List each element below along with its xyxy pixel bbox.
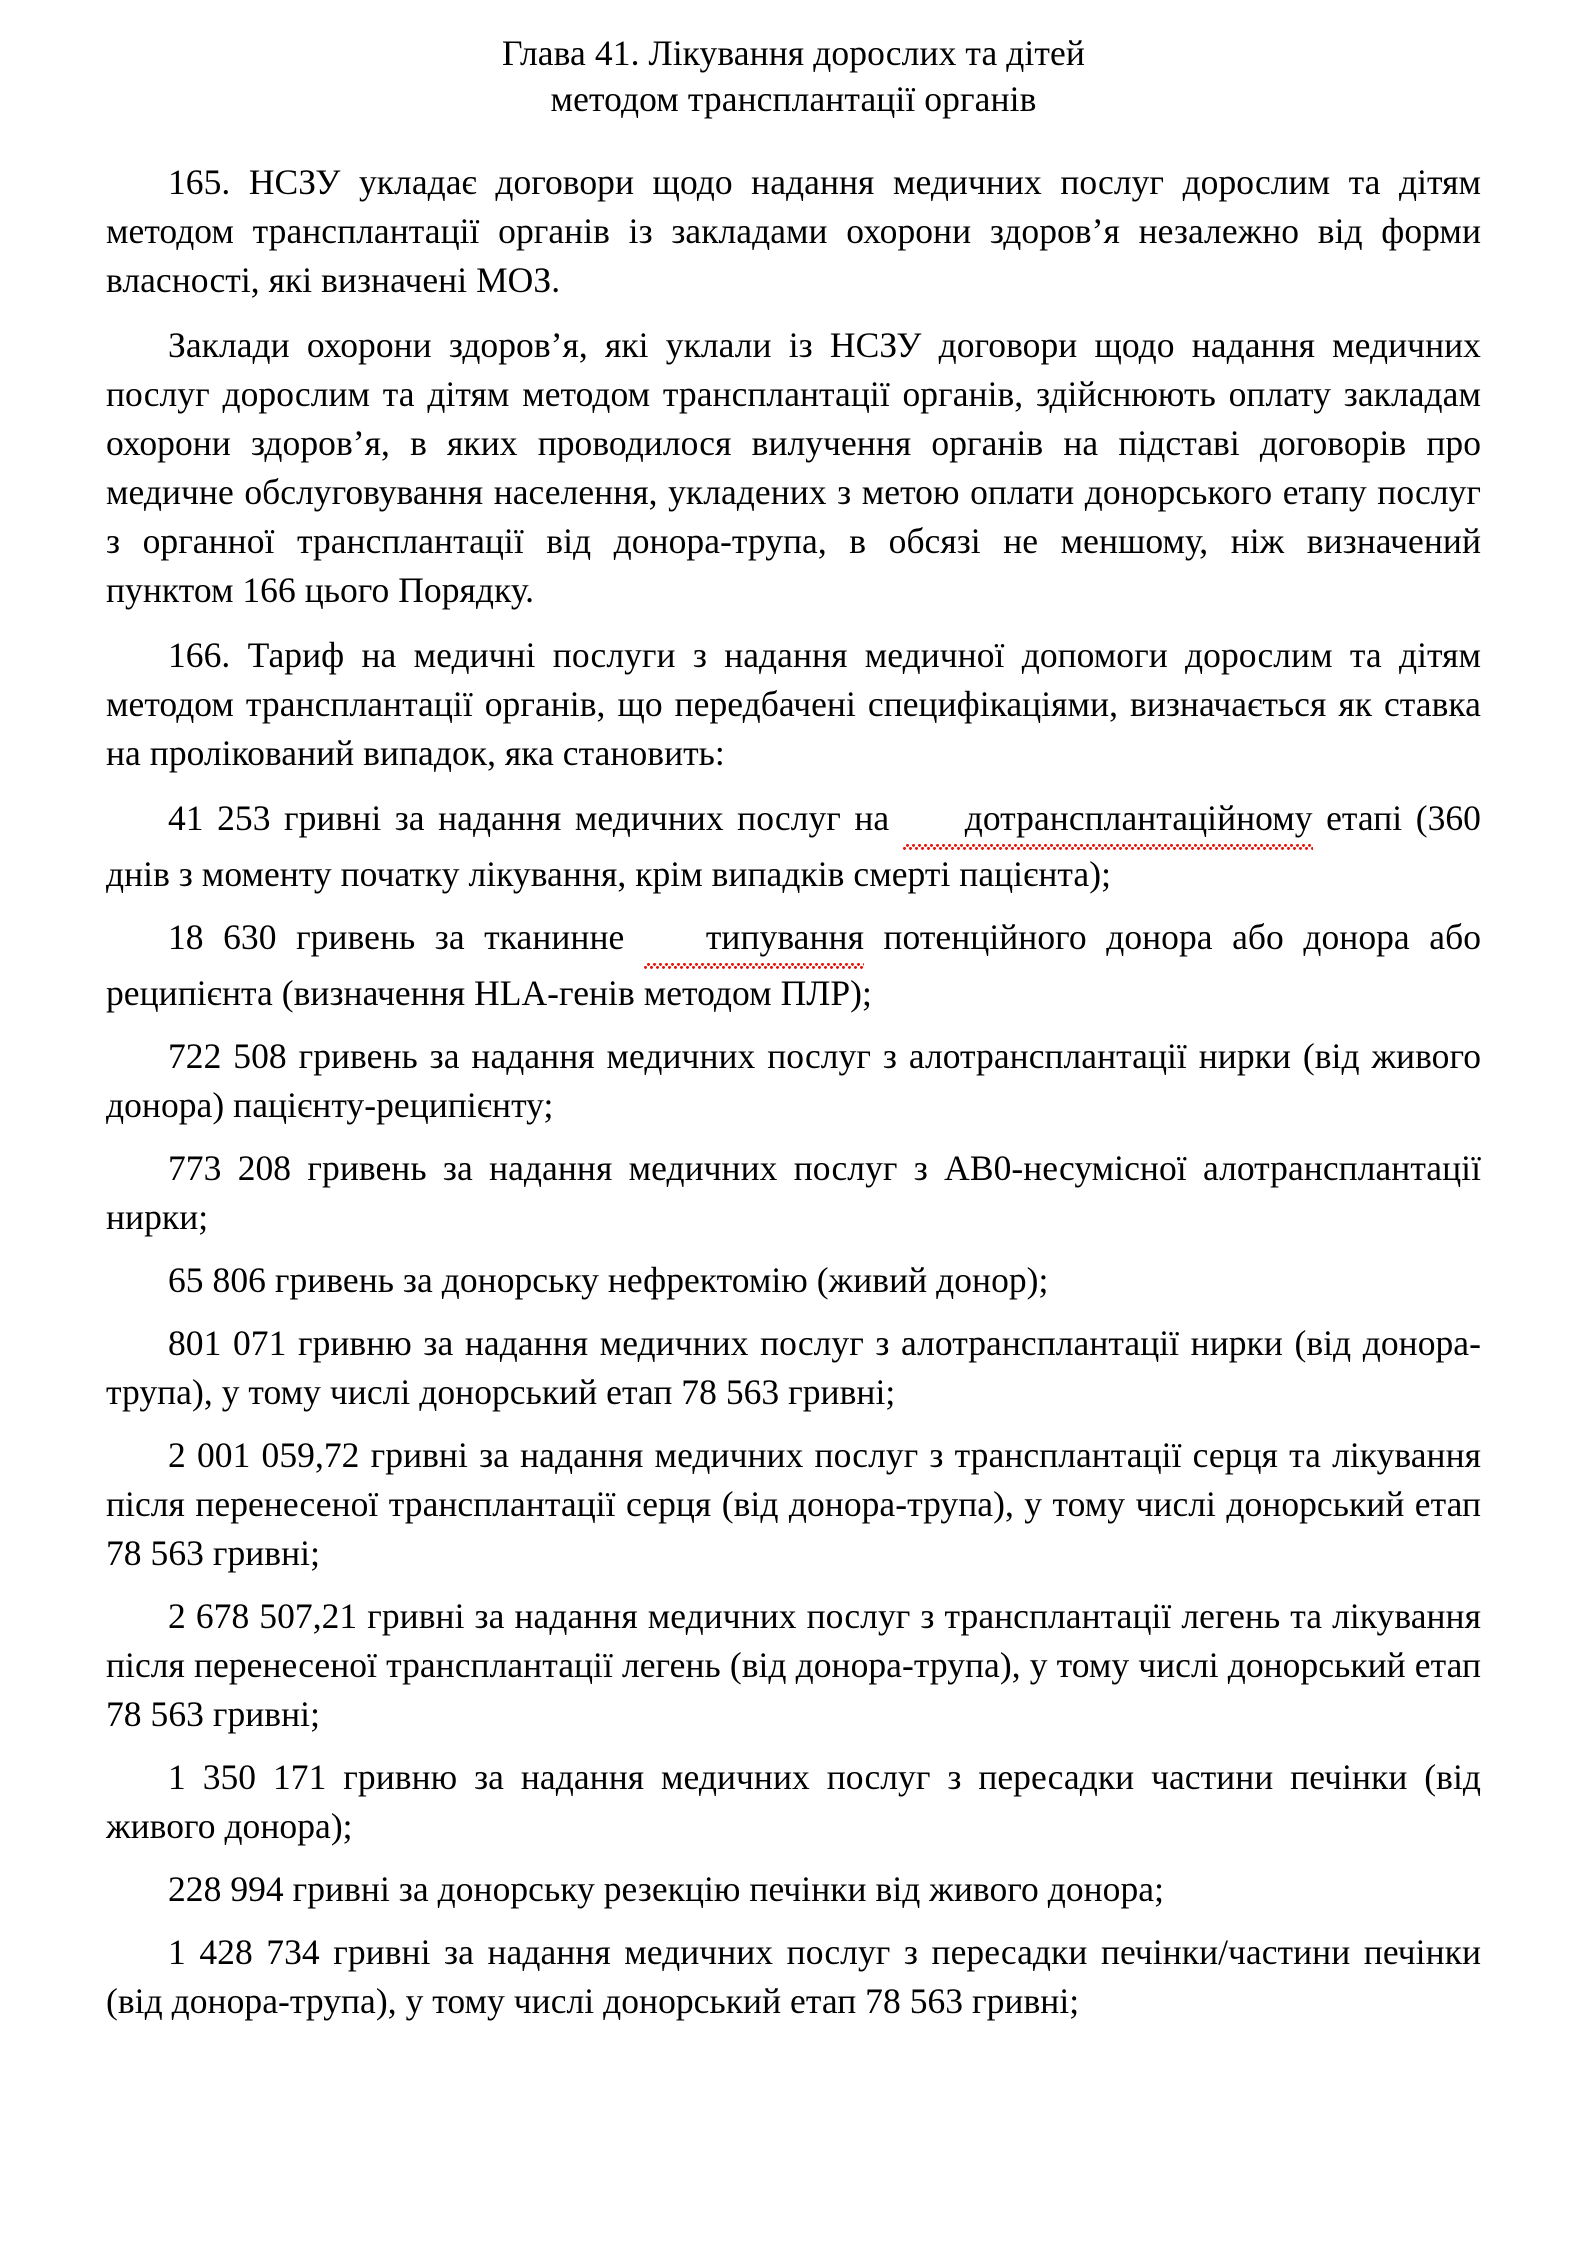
paragraph-166: 166. Тариф на медичні послуги з надання медичної допомоги дорослим та дітям методом трансплантації органів, що передбачені специфікаціями, визначається як ставка на пролікований випадок, яка становить:: [106, 635, 1481, 773]
tariff-text-before: 18 630 гривень за тканинне: [168, 917, 644, 957]
page-title-line-2: методом трансплантації органів: [550, 79, 1037, 119]
spellcheck-misspelled-word[interactable]: дотрансплантаційному: [903, 794, 1313, 850]
tariff-text-before: 41 253 гривні за надання медичних послуг на: [168, 798, 903, 838]
tariff-item-773208: 773 208 гривень за надання медичних послуг з АВ0-несумісної алотрансплантації нирки;: [106, 1148, 1481, 1237]
spellcheck-misspelled-word[interactable]: типування: [644, 913, 864, 969]
page-title: [106, 30, 1481, 122]
tariff-text-after: етапі (360 днів з моменту початку лікування, крім випадків смерті пацієнта);: [106, 798, 1481, 894]
tariff-item-2678507: 2 678 507,21 гривні за надання медичних послуг з трансплантації легень та лікування після перенесеної трансплантації легень (від донора-трупа), у тому числі донорський етап 78 563 гривні;: [106, 1596, 1481, 1734]
tariff-item-228994: 228 994 гривні за донорську резекцію печінки від живого донора;: [168, 1869, 1165, 1909]
tariff-item-41253: [106, 794, 1481, 899]
page-title-line-1: Глава 41. Лікування дорослих та дітей: [502, 33, 1085, 73]
tariff-item-801071: 801 071 гривню за надання медичних послуг з алотрансплантації нирки (від донора-трупа), у тому числі донорський етап 78 563 гривні;: [106, 1323, 1481, 1412]
tariff-item-65806: 65 806 гривень за донорську нефректомію (живий донор);: [168, 1260, 1049, 1300]
title-spacer: [106, 122, 1481, 158]
paragraph-165: 165. НСЗУ укладає договори щодо надання медичних послуг дорослим та дітям методом трансплантації органів із закладами охорони здоров’я незалежно від форми власності, які визначені МОЗ.: [106, 162, 1481, 300]
paragraph-165-continuation: Заклади охорони здоров’я, які уклали із НСЗУ договори щодо надання медичних послуг дорослим та дітям методом трансплантації органів, здійснюють оплату закладам охорони здоров’я, в яких проводилося вилучення органів на підставі договорів про медичне обслуговування населення, укладених з метою оплати донорського етапу послуг з органної трансплантації від донора-трупа, в обсязі не меншому, ніж визначений пунктом 166 цього Порядку.: [106, 325, 1481, 610]
tariff-item-722508: 722 508 гривень за надання медичних послуг з алотрансплантації нирки (від живого донора) пацієнту-реципієнту;: [106, 1036, 1481, 1125]
tariff-text-after: потенційного донора або донора або реципієнта (визначення HLA-генів методом ПЛР);: [106, 917, 1481, 1013]
tariff-item-1428734: 1 428 734 гривні за надання медичних послуг з пересадки печінки/частини печінки (від донора-трупа), у тому числі донорський етап 78 563 гривні;: [106, 1932, 1481, 2021]
tariff-item-1350171: 1 350 171 гривню за надання медичних послуг з пересадки частини печінки (від живого донора);: [106, 1757, 1481, 1846]
tariff-item-2001059: 2 001 059,72 гривні за надання медичних послуг з трансплантації серця та лікування після перенесеної трансплантації серця (від донора-трупа), у тому числі донорський етап 78 563 гривні;: [106, 1435, 1481, 1573]
tariff-item-18630: [106, 913, 1481, 1018]
